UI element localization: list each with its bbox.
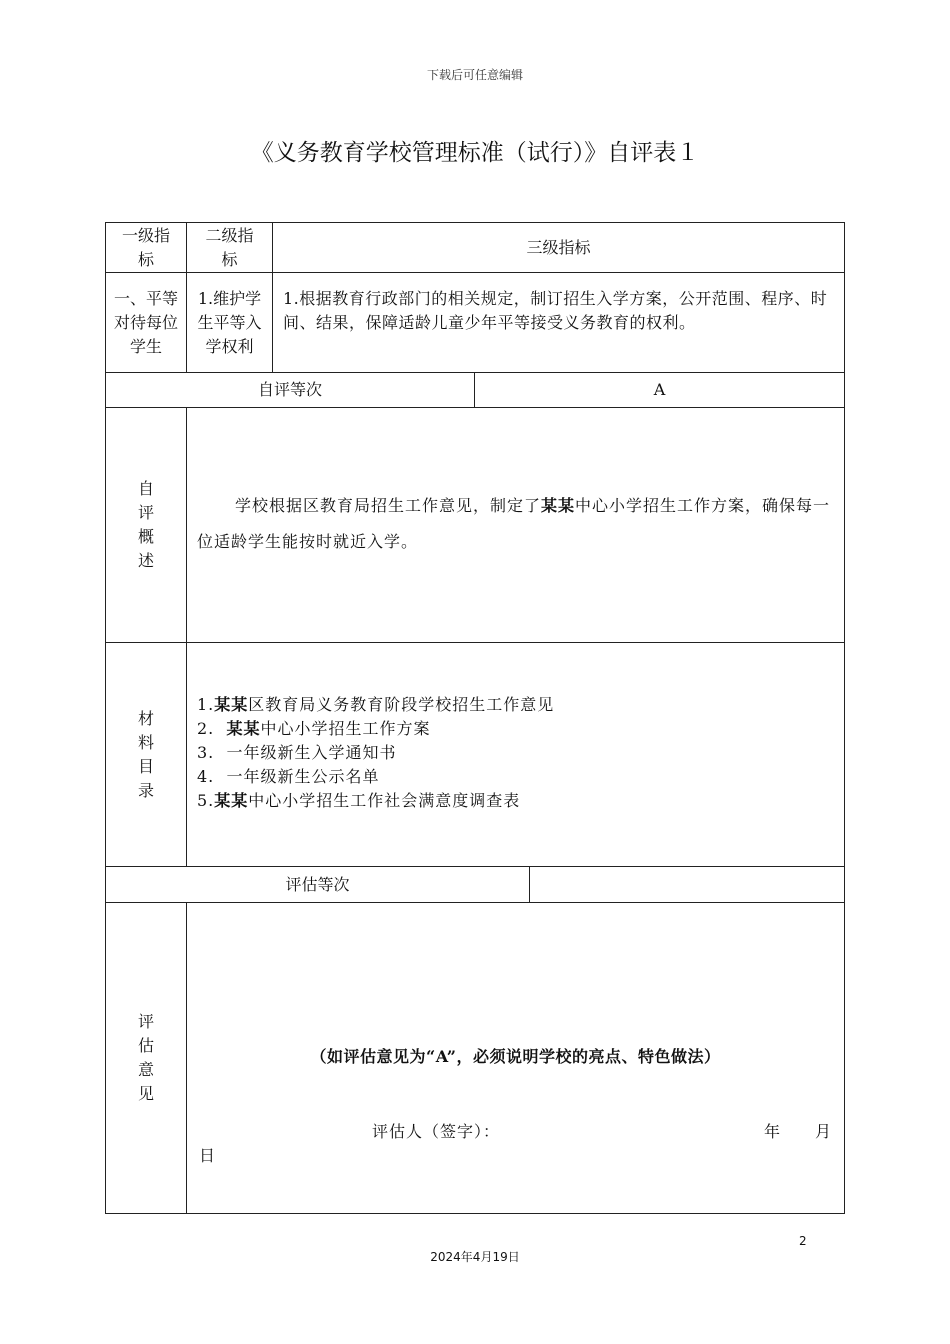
material-rest: 中心小学招生工作方案 <box>260 719 431 738</box>
col2-header-cell <box>186 222 273 273</box>
month-label: 月 <box>815 1122 833 1141</box>
level1-cell <box>105 272 187 373</box>
material-item <box>197 693 834 717</box>
eval-opinion-label-cell <box>105 902 187 1214</box>
materials-cell <box>186 642 845 867</box>
material-item <box>197 717 834 741</box>
level2-cell <box>186 272 273 373</box>
day-label: 日 <box>199 1146 217 1165</box>
eval-opinion-cell[interactable] <box>186 902 845 1214</box>
year-label: 年 <box>764 1122 782 1141</box>
col1-header: 一级指标 <box>122 225 171 269</box>
material-item <box>197 789 834 813</box>
material-item <box>197 741 834 765</box>
self-grade-value: A <box>653 380 666 399</box>
level2-indicator: 1.维护学生平等入学权利 <box>197 288 262 356</box>
materials-label: 材料目录 <box>137 708 154 800</box>
materials-label-cell <box>105 642 187 867</box>
summary-text-part1: 学校根据区教育局招生工作意见，制定了 <box>235 496 542 515</box>
page-title: 《义务教育学校管理标准（试行）》自评表１ <box>250 140 700 166</box>
level1-indicator: 一、平等对待每位学生 <box>114 288 179 356</box>
eval-note: （如评估意见为“A”，必须说明学校的亮点、特色做法） <box>310 1047 721 1066</box>
self-grade-label-cell <box>105 372 475 408</box>
level3-indicator: 1.根据教育行政部门的相关规定，制订招生入学方案，公开范围、程序、时间、结果，保障适龄儿童少年平等接受义务教育的权利。 <box>283 289 828 332</box>
eval-grade-label-cell <box>105 866 530 903</box>
summary-text <box>197 488 834 560</box>
material-rest: 区教育局义务教育阶段学校招生工作意见 <box>248 695 555 714</box>
material-prefix: 1. <box>197 695 215 714</box>
material-school: 某某 <box>226 719 261 738</box>
summary-label: 自评概述 <box>137 479 154 570</box>
col3-header-cell <box>272 222 845 273</box>
material-prefix: 4. 一年级新生公示名单 <box>197 767 380 786</box>
eval-opinion-label: 评估意见 <box>137 1012 154 1103</box>
header-note: 下载后可任意编辑 <box>426 68 523 82</box>
col2-header: 二级指标 <box>205 225 254 269</box>
page-number: 2 <box>799 1234 807 1248</box>
self-grade-label: 自评等次 <box>257 380 322 399</box>
eval-grade-label: 评估等次 <box>285 874 350 894</box>
material-prefix: 2. <box>197 719 227 738</box>
summary-text-part2: 中心小学招生工作方案，确保每一位适龄学生能按时就近入学。 <box>197 496 831 551</box>
col3-header: 三级指标 <box>526 237 591 257</box>
col1-header-cell <box>105 222 187 273</box>
summary-text-school: 某某 <box>541 496 576 515</box>
eval-grade-value-cell[interactable] <box>529 866 845 903</box>
material-item <box>197 765 834 789</box>
level3-cell <box>272 272 845 373</box>
summary-label-cell <box>105 407 187 643</box>
summary-cell <box>186 407 845 643</box>
material-school: 某某 <box>214 791 249 810</box>
footer-date: 2024年4月19日 <box>430 1250 520 1264</box>
self-grade-value-cell <box>474 372 845 408</box>
evaluator-label: 评估人（签字）： <box>372 1122 501 1141</box>
material-prefix: 5. <box>197 791 215 810</box>
material-school: 某某 <box>214 695 249 714</box>
material-rest: 中心小学招生工作社会满意度调查表 <box>248 791 521 810</box>
material-prefix: 3. 一年级新生入学通知书 <box>197 743 397 762</box>
